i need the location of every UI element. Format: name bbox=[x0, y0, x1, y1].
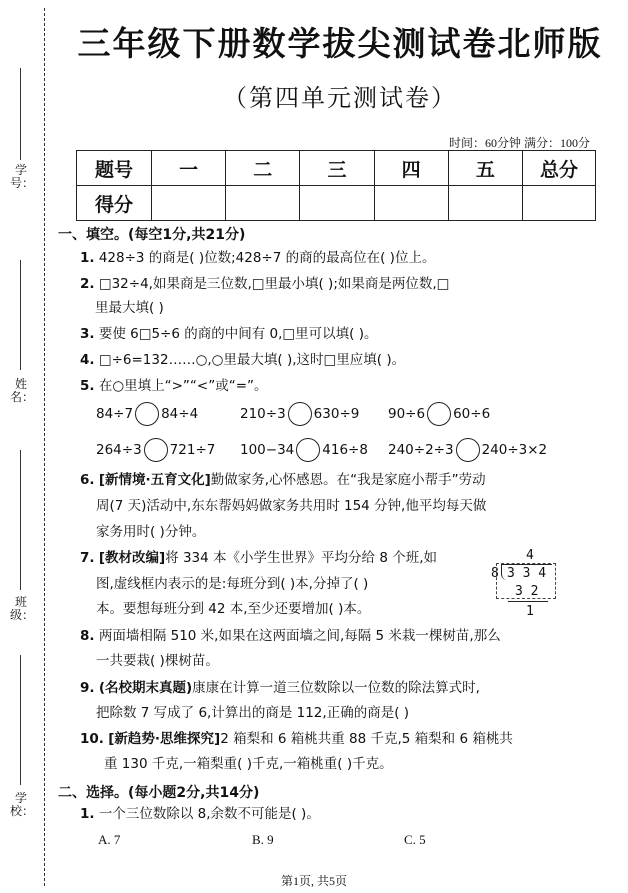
question-text: 将 334 本《小学生世界》平均分给 8 个班,如 bbox=[165, 550, 437, 566]
question-7-line3: 本。要想每班分到 42 本,至少还要增加( )本。 bbox=[96, 601, 371, 617]
score-header-cell: 五 bbox=[448, 151, 522, 186]
question-tag: [新情境·五育文化] bbox=[98, 472, 211, 488]
score-header-cell: 一 bbox=[152, 151, 226, 186]
question-text: □÷6=132……○,○里最大填( ),这时□里应填( )。 bbox=[98, 352, 406, 368]
score-header-cell: 题号 bbox=[77, 151, 152, 186]
long-division-figure bbox=[486, 548, 556, 624]
question-1 bbox=[80, 250, 435, 266]
ld-underline bbox=[508, 601, 548, 602]
compare-left: 100−34 bbox=[240, 442, 295, 458]
compare-right: 84÷4 bbox=[161, 406, 199, 422]
compare-right: 630÷9 bbox=[313, 406, 360, 422]
ld-divisor: 8 bbox=[491, 566, 499, 581]
question-6 bbox=[80, 472, 486, 488]
question-6-line3: 家务用时( )分钟。 bbox=[96, 524, 206, 540]
question-10-line2: 重 130 千克,一箱梨重( )千克,一箱桃重( )千克。 bbox=[104, 756, 393, 772]
ld-dividend: 3 3 4 bbox=[507, 566, 547, 581]
score-cell[interactable] bbox=[374, 186, 448, 221]
page-footer: 第1页, 共5页 bbox=[280, 874, 347, 888]
question-text: 勤做家务,心怀感恩。在“我是家庭小帮手”劳动 bbox=[210, 472, 486, 488]
score-cell[interactable] bbox=[300, 186, 374, 221]
question-number: 4. bbox=[80, 352, 95, 368]
question-text: 两面墙相隔 510 米,如果在这两面墙之间,每隔 5 米栽一棵树苗,那么 bbox=[98, 628, 501, 644]
choice-question-1 bbox=[80, 806, 320, 822]
question-7 bbox=[80, 550, 437, 566]
question-9-line2: 把除数 7 写成了 6,计算出的商是 112,正确的商是( ) bbox=[96, 705, 410, 721]
question-2-line2: 里最大填( ) bbox=[95, 300, 164, 316]
score-header-cell: 二 bbox=[226, 151, 300, 186]
compare-circle-blank[interactable] bbox=[296, 438, 320, 462]
question-number: 5. bbox=[80, 378, 95, 394]
name-label: 姓名： bbox=[10, 377, 35, 404]
question-text: 在○里填上“>”“<”或“=”。 bbox=[98, 378, 268, 394]
question-5 bbox=[80, 378, 268, 394]
name-line bbox=[20, 260, 21, 370]
question-8-line2: 一共要栽( )棵树苗。 bbox=[96, 653, 219, 669]
page-subtitle: （第四单元测试卷） bbox=[223, 84, 457, 112]
question-number: 9. bbox=[80, 680, 95, 696]
question-tag: [教材改编] bbox=[98, 550, 166, 566]
question-number: 7. bbox=[80, 550, 95, 566]
score-header-cell: 四 bbox=[374, 151, 448, 186]
compare-circle-blank[interactable] bbox=[144, 438, 168, 462]
score-header-cell: 三 bbox=[300, 151, 374, 186]
question-number: 2. bbox=[80, 276, 95, 292]
student-id-line bbox=[20, 68, 21, 160]
compare-item bbox=[240, 438, 368, 462]
question-tag: (名校期末真题) bbox=[98, 680, 193, 696]
question-text: □32÷4,如果商是三位数,□里最小填( );如果商是两位数,□ bbox=[98, 276, 450, 292]
question-2 bbox=[80, 276, 449, 292]
question-text: 一个三位数除以 8,余数不可能是( )。 bbox=[98, 806, 320, 822]
option-a[interactable]: A. 7 bbox=[98, 832, 121, 847]
compare-item bbox=[240, 402, 359, 426]
section2-heading: 二、选择。(每小题2分,共14分) bbox=[58, 785, 260, 801]
score-header-cell: 总分 bbox=[523, 151, 596, 186]
compare-left: 264÷3 bbox=[96, 442, 142, 458]
question-text: 康康在计算一道三位数除以一位数的除法算式时, bbox=[192, 680, 480, 696]
compare-item bbox=[96, 438, 215, 462]
compare-circle-blank[interactable] bbox=[456, 438, 480, 462]
compare-right: 240÷3×2 bbox=[481, 442, 548, 458]
compare-circle-blank[interactable] bbox=[288, 402, 312, 426]
question-6-line2: 周(7 天)活动中,东东帮妈妈做家务共用时 154 分钟,他平均每天做 bbox=[96, 498, 487, 514]
score-table bbox=[76, 150, 596, 221]
question-number: 1. bbox=[80, 250, 95, 266]
score-cell[interactable] bbox=[152, 186, 226, 221]
question-number: 6. bbox=[80, 472, 95, 488]
question-number: 3. bbox=[80, 326, 95, 342]
score-table-score-row bbox=[77, 186, 596, 221]
binding-margin-line bbox=[44, 8, 45, 886]
score-cell[interactable] bbox=[448, 186, 522, 221]
page-title: 三年级下册数学拔尖测试卷北师版 bbox=[77, 24, 603, 63]
question-3 bbox=[80, 326, 378, 342]
question-4 bbox=[80, 352, 405, 368]
question-text: 2 箱梨和 6 箱桃共重 88 千克,5 箱梨和 6 箱桃共 bbox=[220, 731, 513, 747]
compare-left: 240÷2÷3 bbox=[388, 442, 454, 458]
compare-circle-blank[interactable] bbox=[135, 402, 159, 426]
question-number: 1. bbox=[80, 806, 95, 822]
question-number: 10. bbox=[80, 731, 104, 747]
compare-item bbox=[96, 402, 198, 426]
compare-right: 60÷6 bbox=[453, 406, 491, 422]
class-line bbox=[20, 450, 21, 590]
school-label: 学校： bbox=[10, 791, 35, 818]
compare-left: 210÷3 bbox=[240, 406, 286, 422]
compare-right: 416÷8 bbox=[322, 442, 368, 458]
score-table-header-row bbox=[77, 151, 596, 186]
compare-item bbox=[388, 438, 547, 462]
score-cell[interactable] bbox=[226, 186, 300, 221]
score-row-label: 得分 bbox=[77, 186, 152, 221]
question-9 bbox=[80, 680, 480, 696]
compare-left: 90÷6 bbox=[388, 406, 426, 422]
compare-left: 84÷7 bbox=[96, 406, 134, 422]
ld-product: 3 2 bbox=[515, 584, 539, 599]
ld-quotient: 4 bbox=[526, 548, 534, 563]
school-line bbox=[20, 655, 21, 785]
option-b[interactable]: B. 9 bbox=[252, 832, 274, 847]
question-7-line2: 图,虚线框内表示的是:每班分到( )本,分掉了( ) bbox=[96, 576, 369, 592]
compare-circle-blank[interactable] bbox=[427, 402, 451, 426]
time-info: 时间：60分钟 满分：100分 bbox=[448, 136, 590, 150]
question-number: 8. bbox=[80, 628, 95, 644]
compare-right: 721÷7 bbox=[169, 442, 216, 458]
compare-item bbox=[388, 402, 490, 426]
question-8 bbox=[80, 628, 501, 644]
question-10 bbox=[80, 731, 513, 747]
question-text: 428÷3 的商是( )位数;428÷7 的商的最高位在( )位上。 bbox=[98, 250, 436, 266]
question-text: 要使 6□5÷6 的商的中间有 0,□里可以填( )。 bbox=[98, 326, 378, 342]
score-cell[interactable] bbox=[523, 186, 596, 221]
ld-remainder: 1 bbox=[526, 604, 534, 619]
class-label: 班级： bbox=[10, 595, 35, 622]
student-id-label: 学号： bbox=[10, 163, 35, 190]
question-tag: [新趋势·思维探究] bbox=[108, 731, 221, 747]
option-c[interactable]: C. 5 bbox=[404, 832, 426, 847]
section1-heading: 一、填空。(每空1分,共21分) bbox=[58, 227, 246, 243]
